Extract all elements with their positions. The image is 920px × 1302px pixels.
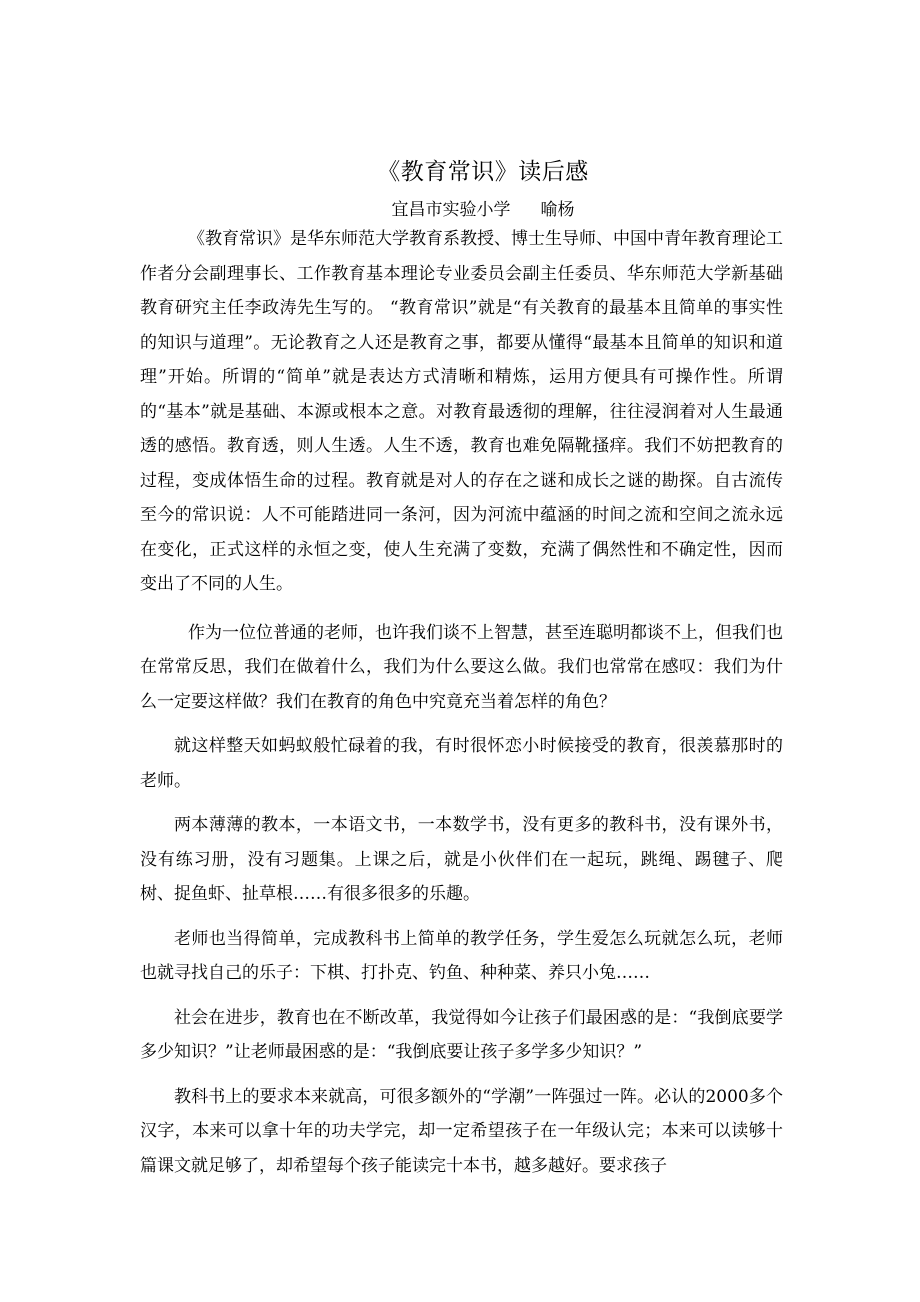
author-name: 喻杨 <box>540 200 575 220</box>
author-school: 宜昌市实验小学 <box>391 200 511 220</box>
author-byline <box>0 197 920 223</box>
paragraph-3: 就这样整天如蚂蚁般忙碌着的我，有时很怀恋小时候接受的教育，很羡慕那时的老师。 <box>140 736 783 791</box>
paragraph-6: 社会在进步，教育也在不断改革，我觉得如今让孩子们最困惑的是：“我倒底要学多少知识？”让老师最困惑的是：“我倒底要让孩子多学多少知识？” <box>140 1007 783 1062</box>
paragraph-2: 作为一位位普通的老师，也许我们谈不上智慧，甚至连聪明都谈不上，但我们也在常常反思，我们在做着什么，我们为什么要这么做。我们也常常在感叹：我们为什么一定要这样做？我们在教育的角色中究竟充当着怎样的角色？ <box>140 622 783 712</box>
document-body <box>140 222 783 1193</box>
paragraph-7: 教科书上的要求本来就高，可很多额外的“学潮”一阵强过一阵。必认的2000多个汉字，本来可以拿十年的功夫学完，却一定希望孩子在一年级认完；本来可以读够十篇课文就足够了，却希望每个孩子能读完十本书，越多越好。要求孩子 <box>140 1086 783 1176</box>
document-title: 《教育常识》读后感 <box>377 159 589 185</box>
paragraph-4: 两本薄薄的教本，一本语文书，一本数学书，没有更多的教科书，没有课外书，没有练习册，没有习题集。上课之后，就是小伙伴们在一起玩，跳绳、踢毽子、爬树、捉鱼虾、扯草根……有很多很多的乐趣。 <box>140 815 783 904</box>
paragraph-5: 老师也当得简单，完成教科书上简单的教学任务，学生爱怎么玩就怎么玩，老师也就寻找自己的乐子：下棋、打扑克、钓鱼、种种菜、养只小兔…… <box>140 928 783 983</box>
paragraph-1: 《教育常识》是华东师范大学教育系教授、博士生导师、中国中青年教育理论工作者分会副理事长、工作教育基本理论专业委员会副主任委员、华东师范大学新基础教育研究主任李政涛先生写的。 “教育常识”就是“有关教育的最基本且简单的事实性的知识与道理”。无论教育之人还是教育之事，都要从懂得“最基本且简单的知识和道理”开始。所谓的“简单”就是表达方式清晰和精炼，运用方便具有可操作性。所谓的“基本”就是基础、本源或根本之意。对教育最透彻的理解，往往浸润着对人生最通透的感悟。教育透，则人生透。人生不透，教育也难免隔靴搔痒。我们不妨把教育的过程，变成体悟生命的过程。教育就是对人的存在之谜和成长之谜的勘探。自古流传至今的常识说：人不可能踏进同一条河，因为河流中蕴涵的时间之流和空间之流永远在变化，正式这样的永恒之变，使人生充满了变数，充满了偶然性和不确定性，因而变出了不同的人生。 <box>140 229 783 594</box>
